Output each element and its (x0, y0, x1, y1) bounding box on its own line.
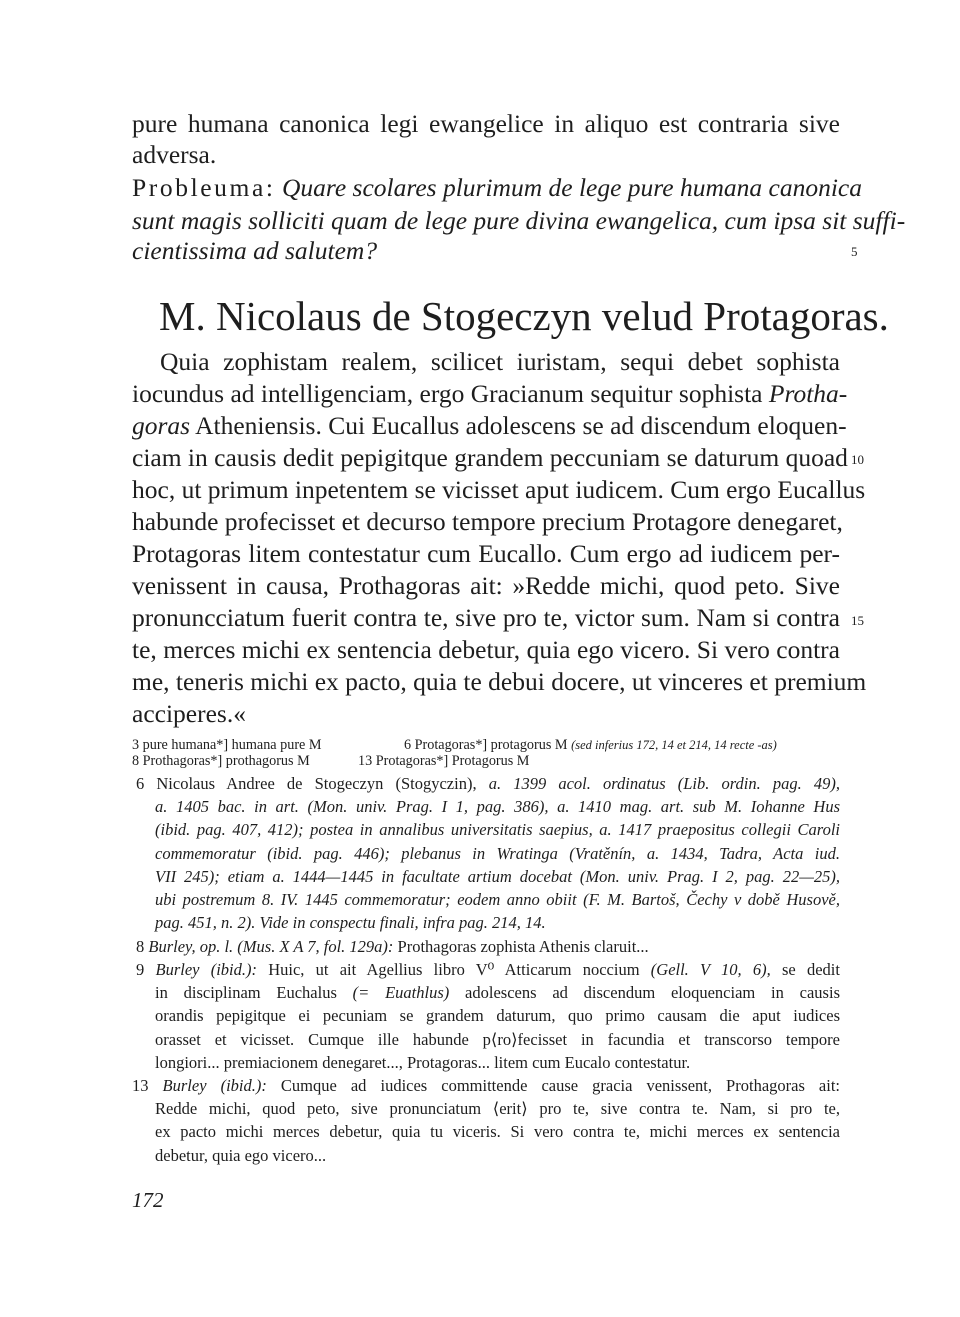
text-line: venissent in causa, Prothagoras ait: »Redde michi, quod peto. Sive (132, 571, 840, 600)
text-span: iocundus ad intelligenciam, ergo Gracianum sequitur sophista (132, 379, 769, 408)
apparatus-entry: 6 Protagoras*] protagorus M (sed inferius 172, 14 et 214, 14 recte -as) (404, 737, 777, 753)
text-line: adversa. (132, 140, 217, 169)
text-line: Quia zophistam realem, scilicet iuristam, sequi debet sophista (160, 347, 840, 376)
line-number: 10 (851, 452, 864, 467)
text-line (132, 378, 848, 410)
text-line: pronuncciatum fuerit contra te, sive pro te, victor sum. Nam si contra (132, 603, 840, 632)
problema-line (132, 172, 862, 204)
text-line: me, teneris michi ex pacto, quia te debui docere, ut vinceres et premium (132, 667, 867, 696)
problema-question: sunt magis solliciti quam de lege pure divina ewangelica, cum ipsa sit suffi- (132, 206, 906, 235)
line-number: 15 (851, 613, 864, 628)
apparatus-entry: 13 Protagoras*] Protagorus M (358, 753, 530, 769)
problema-label: Probleuma: (132, 173, 276, 202)
apparatus-entry: 3 pure humana*] humana pure M (132, 737, 322, 753)
line-number: 5 (851, 244, 858, 259)
text-line: pure humana canonica legi ewangelice in aliquo est contraria sive (132, 109, 840, 138)
text-line: habunde profecisset et decurso tempore precium Protagore denegaret, (132, 507, 843, 536)
apparatus-entry: 8 Prothagoras*] prothagorus M (132, 753, 310, 769)
text-span: goras (132, 411, 191, 440)
footnote-8: 8 Burley, op. l. (Mus. X A 7, fol. 129a): Prothagoras zophista Athenis claruit... (136, 937, 649, 956)
apparatus-line (132, 737, 852, 753)
text-line (132, 410, 847, 442)
section-heading: M. Nicolaus de Stogeczyn velud Protagoras. (159, 293, 889, 339)
text-line: acciperes.« (132, 699, 246, 728)
footnote-13: 13 Burley (ibid.): Cumque ad iudices committende cause gracia venissent, Prothagoras ait: Redde michi, quod peto, sive pronunciatum ⟨erit⟩ pro te, sive contra te. Nam, si pro te, ex pacto michi merces debetur, quia tu viceris. Si vero contra te, michi merces ex sentencia debetur, quia ego vicero... (132, 1076, 841, 1165)
problema-question: cientissima ad salutem? (132, 236, 378, 265)
footnote-9: 9 Burley (ibid.): Huic, ut ait Agellius libro V⁰ Atticarum noccium (Gell. V 10, 6), se dedit in disciplinam Euchalus (= Euathlus) adolescens ad discendum eloquenciam in causis orandis pepigitque ei pecuniam se grandem daturum, quo primo causam die aput iudices orasset et vicisset. Cumque ille habunde p⟨ro⟩fecisset in facundia et transcorso tempore longiori... premiacionem denegaret..., Protagoras... litem cum Eucalo contestatur. (136, 960, 840, 1072)
text-line: ciam in causis dedit pepigitque grandem peccuniam se daturum quoad (132, 443, 848, 472)
text-span: Protha- (768, 379, 848, 408)
footnote-6: 6 Nicolaus Andree de Stogeczyn (Stogyczin), a. 1399 acol. ordinatus (Lib. ordin. pag. 49), a. 1405 bac. in art. (Mon. univ. Prag. I 1, pag. 386), a. 1410 mag. art. sub M. Iohanne Hus (ibid. pag. 407, 412); postea in annalibus universitatis saepius, a. 1417 praepositus collegii Caroli commemoratur (ibid. pag. 446); plebanus in Wratinga (Vratěnín, a. 1434, Tadra, Acta iud. VII 245); etiam a. 1444—1445 in facultate artium docebat (Mon. univ. Prag. I 2, pag. 22—25), ubi postremum 8. IV. 1445 commemoratur; eodem anno obiit (F. M. Bartoš, Čechy v době Husově, pag. 451, n. 2). Vide in conspectu finali, infra pag. 214, 14. (136, 774, 841, 933)
text-line: te, merces michi ex sentencia debetur, quia ego vicero. Si vero contra (132, 635, 840, 664)
problema-question: Quare scolares plurimum de lege pure humana canonica (281, 173, 862, 202)
text-span: Atheniensis. Cui Eucallus adolescens se ad discendum eloquen- (190, 411, 847, 440)
text-line: Protagoras litem contestatur cum Eucallo. Cum ergo ad iudicem per- (132, 539, 840, 568)
text-line (132, 235, 840, 267)
page-number: 172 (132, 1188, 164, 1212)
text-line (132, 205, 906, 237)
text-line: hoc, ut primum inpetentem se vicisset aput iudicem. Cum ergo Eucallus (132, 475, 866, 504)
apparatus-line (132, 753, 852, 769)
